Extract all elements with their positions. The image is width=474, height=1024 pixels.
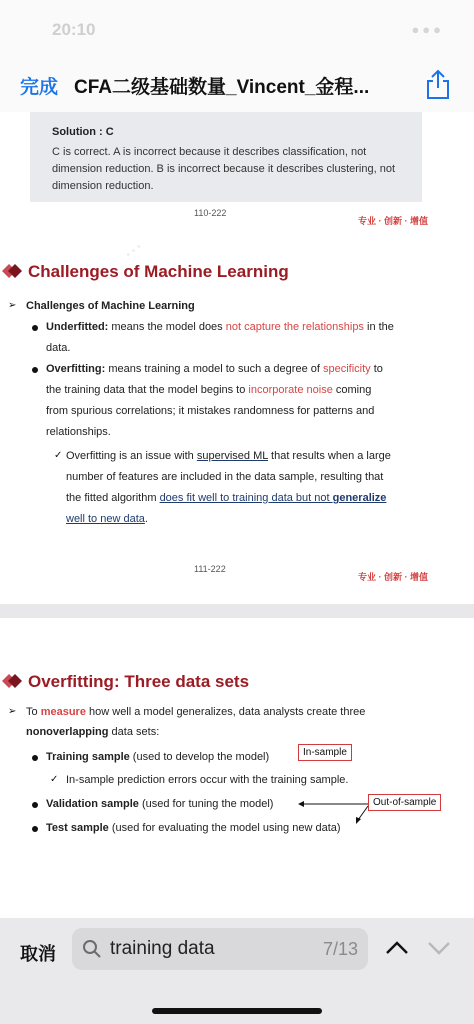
search-highlight-bold: generalize [332, 492, 387, 504]
arrow-bullet-icon: ➢ [8, 706, 17, 717]
intro-line [26, 706, 365, 718]
search-highlight: well to new data [66, 513, 145, 525]
watermark: ... [113, 228, 146, 263]
page-number: 111-222 [194, 564, 226, 574]
bold-text: nonoverlapping [26, 726, 109, 738]
brand-slogan: 专业 · 创新 · 增值 [358, 572, 428, 582]
intro-line-2 [26, 726, 159, 738]
overfitting-line-3: from spurious correlations; it mistakes randomness for patterns and [46, 405, 375, 417]
text-run: means the model does [108, 321, 226, 333]
bullet-icon [32, 826, 38, 832]
bullet-icon [32, 367, 38, 373]
bullet-icon [32, 802, 38, 808]
document-title: CFA二级基础数量_Vincent_金程... [74, 77, 370, 98]
status-time: 20:10 [52, 20, 96, 39]
section-title: Challenges of Machine Learning [28, 262, 289, 281]
overfitting-line [46, 363, 383, 375]
overfitting-line-4: relationships. [46, 426, 111, 438]
search-icon [82, 939, 102, 959]
search-input[interactable] [110, 928, 290, 970]
solution-title: Solution : C [52, 126, 114, 138]
cancel-button[interactable]: 取消 [20, 944, 56, 964]
highlight-red: not capture the relationships [225, 321, 364, 333]
underfitted-line [46, 321, 394, 333]
section-title: Overfitting: Three data sets [28, 672, 250, 691]
text-run: that results when a large [267, 450, 391, 462]
text-run: to [370, 363, 383, 375]
text-run: coming [332, 384, 372, 396]
status-bar [0, 0, 474, 56]
page-separator [0, 604, 474, 618]
solution-line: dimension reduction. [52, 180, 154, 192]
done-button[interactable]: 完成 [20, 77, 59, 98]
validation-line [46, 798, 273, 810]
text-run: means training a model to such a degree of [105, 363, 323, 375]
highlight-red: incorporate noise [248, 384, 333, 396]
underfitted-label: Underfitted: [46, 321, 109, 333]
text-run: (used for tuning the model) [138, 798, 274, 810]
text-run: . [144, 513, 148, 525]
next-match-button[interactable] [426, 938, 452, 958]
text-run: in the [363, 321, 394, 333]
section-diamond-icon [0, 262, 24, 280]
test-label: Test sample [46, 822, 109, 834]
test-line [46, 822, 341, 834]
overfitting-line-2 [46, 384, 371, 396]
solution-box [30, 112, 422, 202]
overfitting-label: Overfitting: [46, 363, 106, 375]
match-count: 7/13 [322, 939, 358, 959]
page-number: 110-222 [194, 208, 227, 218]
previous-match-button[interactable] [384, 938, 410, 958]
text-run: the fitted algorithm [66, 492, 160, 504]
check-line-1 [66, 450, 391, 462]
share-icon[interactable] [424, 68, 452, 100]
training-label: Training sample [46, 751, 130, 763]
solution-line: C is correct. A is incorrect because it describes classification, not [52, 146, 367, 158]
subheading: Challenges of Machine Learning [26, 300, 195, 312]
search-highlight: does fit well to training data but not [159, 492, 333, 504]
text-run: (used to develop the model) [129, 751, 270, 763]
solution-line: dimension reduction. B is incorrect because it describes clustering, not [52, 163, 396, 175]
bullet-icon [32, 325, 38, 331]
brand-slogan: 专业 · 创新 · 增值 [358, 216, 428, 226]
highlight-red: specificity [322, 363, 371, 375]
arrow-bullet-icon: ➢ [8, 300, 17, 311]
pdf-page-2 [0, 618, 474, 918]
text-run: Overfitting is an issue with [66, 450, 197, 462]
check-line-4 [66, 513, 148, 525]
text-run: the training data that the model begins to [46, 384, 249, 396]
home-indicator[interactable] [152, 1008, 322, 1014]
highlight-red: measure [40, 706, 86, 718]
in-sample-tag: In-sample [298, 744, 352, 761]
search-field[interactable] [72, 928, 368, 970]
solution-body [52, 144, 418, 195]
nav-bar [0, 56, 474, 113]
text-run: how well a model generalizes, data analysts create three [85, 706, 366, 718]
text-run: data sets: [108, 726, 160, 738]
underlined-text: supervised ML [196, 450, 268, 462]
check-text: In-sample prediction errors occur with the training sample. [66, 774, 349, 786]
validation-label: Validation sample [46, 798, 139, 810]
pdf-page-1 [0, 112, 474, 604]
check-line-2: number of features are included in the data sample, resulting that [66, 471, 384, 483]
checkmark-icon: ✓ [50, 774, 59, 785]
text-run: To [26, 706, 41, 718]
out-of-sample-tag: Out-of-sample [368, 794, 441, 811]
bullet-icon [32, 755, 38, 761]
section-diamond-icon [0, 672, 24, 690]
training-line [46, 751, 269, 763]
check-line-3 [66, 492, 386, 504]
text-run: (used for evaluating the model using new data) [108, 822, 341, 834]
status-icons: ●●● [411, 22, 444, 37]
checkmark-icon: ✓ [54, 450, 63, 461]
underfitted-line-2: data. [46, 342, 71, 354]
